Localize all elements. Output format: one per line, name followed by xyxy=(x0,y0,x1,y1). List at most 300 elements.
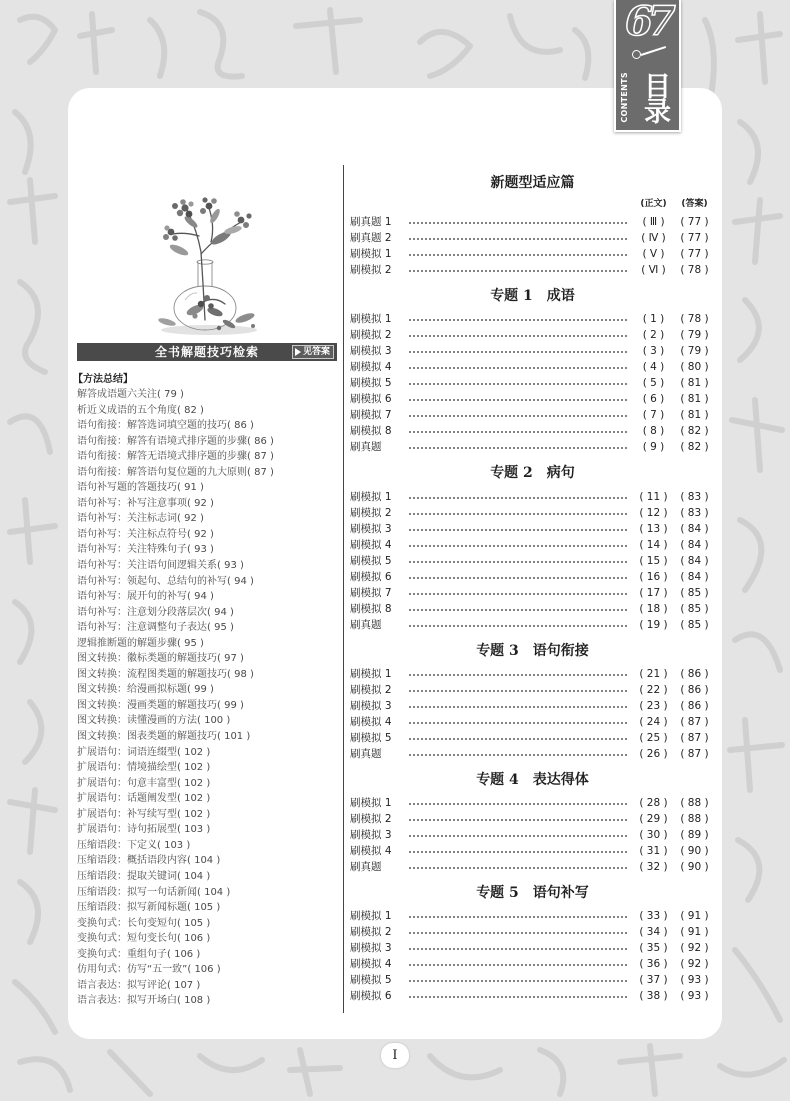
method-item: 变换句式：短句变长句( 106 ) xyxy=(77,933,211,945)
text-page-number: ( 7 ) xyxy=(642,409,665,422)
method-item: 图文转换：流程图类题的解题技巧( 98 ) xyxy=(77,668,254,680)
contents-label: CONTENTS xyxy=(620,72,629,123)
toc-section xyxy=(350,883,715,1004)
dot-leader xyxy=(408,972,629,988)
text-page-number: ( 35 ) xyxy=(639,942,668,955)
method-item: 语言表达：拟写开场白( 108 ) xyxy=(77,995,211,1007)
method-item: 语句补写：关注语句间逻辑关系( 93 ) xyxy=(77,560,244,572)
text-page-number: ( 29 ) xyxy=(639,813,668,826)
text-page-number: ( 32 ) xyxy=(639,861,668,874)
page-number: I xyxy=(381,1043,409,1068)
method-item: 压缩语段：拟写一句话新闻( 104 ) xyxy=(77,886,231,898)
row-label: 刷模拟 8 xyxy=(350,425,392,438)
toc-section xyxy=(350,770,715,875)
text-page-number: ( 5 ) xyxy=(642,377,665,390)
toc-row xyxy=(350,908,715,924)
method-item: 压缩语段：下定义( 103 ) xyxy=(77,839,191,851)
method-item: 语言表达：拟写评论( 107 ) xyxy=(77,979,201,991)
text-page-number: ( 8 ) xyxy=(642,425,665,438)
toc-row xyxy=(350,698,715,714)
dot-leader xyxy=(408,569,629,585)
calligraphy-stroke xyxy=(80,14,112,72)
method-item: 语句补写：展开句的补写( 94 ) xyxy=(77,591,214,603)
toc-row xyxy=(350,505,715,521)
dot-leader xyxy=(408,714,629,730)
method-item: 压缩语段：提取关键词( 104 ) xyxy=(77,870,211,882)
method-item: 析近义成语的五个角度( 82 ) xyxy=(77,404,204,416)
dot-leader xyxy=(408,359,629,375)
answer-page-number: ( 77 ) xyxy=(680,216,709,228)
calligraphy-stroke xyxy=(735,634,780,670)
row-label: 刷模拟 3 xyxy=(350,345,392,358)
calligraphy-stroke xyxy=(110,1052,150,1094)
dot-leader xyxy=(408,682,629,698)
row-label: 刷真题 xyxy=(350,747,382,760)
toc-section xyxy=(350,173,715,278)
toc-row xyxy=(350,956,715,972)
method-item: 语句补写：关注标志词( 92 ) xyxy=(77,513,204,525)
row-label: 刷模拟 3 xyxy=(350,522,392,535)
berry-branch-vase-icon xyxy=(145,192,275,337)
toc-row xyxy=(350,311,715,327)
toc-row xyxy=(350,827,715,843)
dot-leader xyxy=(408,988,629,1004)
calligraphy-stroke xyxy=(20,882,38,942)
toc-row xyxy=(350,489,715,505)
toc-row xyxy=(350,795,715,811)
toc-row xyxy=(350,553,715,569)
answer-page-number: ( 93 ) xyxy=(680,974,709,987)
method-item: 逻辑推断题的解题步骤( 95 ) xyxy=(77,637,204,649)
toc-row xyxy=(350,375,715,391)
section-heading: 新题型适应篇 xyxy=(490,175,575,191)
dot-leader xyxy=(408,423,629,439)
answer-page-number: ( 91 ) xyxy=(680,926,709,939)
dot-leader xyxy=(408,843,629,859)
calligraphy-stroke xyxy=(738,14,780,82)
text-column-header: (正文) xyxy=(640,199,667,209)
text-page-number: ( 23 ) xyxy=(639,699,668,712)
dot-leader xyxy=(408,601,629,617)
answer-page-number: ( 86 ) xyxy=(680,683,709,696)
calligraphy-stroke xyxy=(10,790,55,852)
calligraphy-stroke xyxy=(15,982,55,1032)
text-page-number: ( Ⅳ ) xyxy=(641,232,666,244)
answer-page-number: ( 85 ) xyxy=(680,602,709,615)
text-page-number: ( 30 ) xyxy=(639,829,668,842)
dot-leader xyxy=(408,262,629,278)
toc-row xyxy=(350,730,715,746)
calligraphy-stroke xyxy=(732,400,782,470)
answer-page-number: ( 89 ) xyxy=(680,829,709,842)
toc-row xyxy=(350,439,715,455)
method-item: 语句补写：关注特殊句子( 93 ) xyxy=(77,544,214,556)
text-page-number: ( 38 ) xyxy=(639,990,668,1003)
leaves xyxy=(158,208,256,330)
calligraphy-stroke xyxy=(575,30,588,78)
method-item: 变换句式：长句变短句( 105 ) xyxy=(77,917,211,929)
toc-row xyxy=(350,359,715,375)
dot-leader xyxy=(408,940,629,956)
logo-mark: 67 xyxy=(625,0,671,45)
technique-index-banner xyxy=(77,343,337,361)
method-item: 压缩语段：拟写新闻标题( 105 ) xyxy=(77,902,221,914)
calligraphy-stroke xyxy=(15,112,31,172)
dot-leader xyxy=(408,391,629,407)
calligraphy-stroke xyxy=(290,1050,340,1094)
method-item: 图文转换：图表类题的解题技巧( 101 ) xyxy=(77,731,251,743)
dot-leader xyxy=(408,407,629,423)
text-page-number: ( 25 ) xyxy=(639,731,668,744)
toc-row xyxy=(350,746,715,762)
toc-row xyxy=(350,246,715,262)
text-page-number: ( 14 ) xyxy=(639,538,668,551)
row-label: 刷模拟 2 xyxy=(350,813,392,826)
toc-row xyxy=(350,214,715,230)
row-label: 刷模拟 6 xyxy=(350,393,392,406)
answer-page-number: ( 77 ) xyxy=(680,248,709,260)
dot-leader xyxy=(408,908,629,924)
text-page-number: ( 24 ) xyxy=(639,715,668,728)
method-item: 扩展语句：情境描绘型( 102 ) xyxy=(77,762,211,774)
logo-ornament-line xyxy=(641,46,666,55)
method-item: 语句衔接：解答无语境式排序题的步骤( 87 ) xyxy=(77,451,274,463)
calligraphy-stroke xyxy=(540,1050,563,1094)
toc-row xyxy=(350,407,715,423)
answer-page-number: ( 79 ) xyxy=(680,345,709,358)
answer-page-number: ( 85 ) xyxy=(680,618,709,631)
section-heading: 专题 3 语句衔接 xyxy=(476,642,589,659)
row-label: 刷模拟 7 xyxy=(350,409,392,422)
answer-page-number: ( 81 ) xyxy=(680,393,709,406)
row-label: 刷模拟 5 xyxy=(350,974,392,987)
row-label: 刷模拟 2 xyxy=(350,506,392,519)
answer-page-number: ( 83 ) xyxy=(680,490,709,503)
text-page-number: ( 9 ) xyxy=(642,441,665,454)
text-page-number: ( 3 ) xyxy=(642,345,665,358)
text-page-number: ( Ⅲ ) xyxy=(642,216,665,228)
dot-leader xyxy=(408,730,629,746)
row-label: 刷真题 xyxy=(350,861,382,874)
method-item: 语句衔接：解答有语境式排序题的步骤( 86 ) xyxy=(77,435,274,447)
answer-page-number: ( 78 ) xyxy=(680,264,709,276)
text-page-number: ( 13 ) xyxy=(639,522,668,535)
banner-title: 全书解题技巧检索 xyxy=(154,345,259,359)
toc-row xyxy=(350,843,715,859)
row-label: 刷模拟 1 xyxy=(350,313,392,326)
dot-leader xyxy=(408,311,629,327)
calligraphy-stroke xyxy=(620,1046,680,1094)
method-item: 语句补写：关注标点符号( 92 ) xyxy=(77,528,214,540)
row-label: 刷模拟 5 xyxy=(350,554,392,567)
text-page-number: ( 11 ) xyxy=(639,490,668,503)
calligraphy-stroke xyxy=(20,282,45,372)
method-item: 语句补写：注意划分段落层次( 94 ) xyxy=(77,606,234,618)
text-page-number: ( 18 ) xyxy=(639,602,668,615)
calligraphy-stroke xyxy=(735,200,780,262)
row-label: 刷模拟 1 xyxy=(350,490,392,503)
calligraphy-stroke xyxy=(420,32,470,76)
toc-row xyxy=(350,327,715,343)
toc-row xyxy=(350,666,715,682)
dot-leader xyxy=(408,489,629,505)
method-item: 仿用句式：仿写“五一致”( 106 ) xyxy=(77,964,221,976)
column-headers xyxy=(350,197,715,211)
answer-page-number: ( 83 ) xyxy=(680,506,709,519)
dot-leader xyxy=(408,505,629,521)
dot-leader xyxy=(408,246,629,262)
toc-row xyxy=(350,521,715,537)
dot-leader xyxy=(408,553,629,569)
row-label: 刷模拟 8 xyxy=(350,602,392,615)
calligraphy-stroke xyxy=(10,416,50,452)
calligraphy-stroke xyxy=(200,12,242,77)
dot-leader xyxy=(408,343,629,359)
row-label: 刷模拟 3 xyxy=(350,829,392,842)
row-label: 刷模拟 4 xyxy=(350,845,392,858)
contents-corner-tab xyxy=(614,0,681,132)
calligraphy-stroke xyxy=(10,180,55,242)
calligraphy-stroke xyxy=(150,20,164,76)
calligraphy-stroke xyxy=(15,602,31,662)
answer-page-number: ( 90 ) xyxy=(680,845,709,858)
toc-row xyxy=(350,940,715,956)
text-page-number: ( 16 ) xyxy=(639,570,668,583)
method-item: 解答成语题六关注( 79 ) xyxy=(77,389,184,400)
row-label: 刷模拟 2 xyxy=(350,329,392,342)
answer-page-number: ( 84 ) xyxy=(680,538,709,551)
text-page-number: ( Ⅵ ) xyxy=(641,264,666,276)
contents-title: 目录 xyxy=(639,72,670,122)
logo-ornament xyxy=(632,50,641,59)
answer-page-number: ( 88 ) xyxy=(680,797,709,810)
toc-row xyxy=(350,924,715,940)
answer-page-number: ( 84 ) xyxy=(680,570,709,583)
table-of-contents xyxy=(350,173,715,1004)
method-summary-label: 【方法总结】 xyxy=(73,374,133,385)
row-label: 刷模拟 4 xyxy=(350,361,392,374)
see-answers-badge xyxy=(292,345,334,359)
section-heading: 专题 2 病句 xyxy=(490,465,575,482)
answer-page-number: ( 86 ) xyxy=(680,667,709,680)
calligraphy-stroke xyxy=(510,16,560,52)
dot-leader xyxy=(408,827,629,843)
answer-page-number: ( 79 ) xyxy=(680,329,709,342)
answer-page-number: ( 87 ) xyxy=(680,747,709,760)
dot-leader xyxy=(408,698,629,714)
row-label: 刷真题 xyxy=(350,618,382,631)
row-label: 刷模拟 6 xyxy=(350,570,392,583)
calligraphy-stroke xyxy=(25,702,41,762)
answer-page-number: ( 93 ) xyxy=(680,990,709,1003)
method-item: 扩展语句：词语连缀型( 102 ) xyxy=(77,746,211,758)
dot-leader xyxy=(408,230,629,246)
method-item: 语句补写题的答题技巧( 91 ) xyxy=(77,482,204,494)
calligraphy-stroke xyxy=(730,720,782,790)
calligraphy-stroke xyxy=(740,300,759,360)
dot-leader xyxy=(408,956,629,972)
text-page-number: ( 22 ) xyxy=(639,683,668,696)
toc-row xyxy=(350,423,715,439)
row-label: 刷模拟 5 xyxy=(350,731,392,744)
answer-page-number: ( 87 ) xyxy=(680,715,709,728)
text-page-number: ( 6 ) xyxy=(642,393,665,406)
row-label: 刷模拟 1 xyxy=(350,797,392,810)
method-item: 扩展语句：诗句拓展型( 103 ) xyxy=(77,824,211,836)
dot-leader xyxy=(408,537,629,553)
row-label: 刷模拟 1 xyxy=(350,667,392,680)
method-item: 图文转换：徽标类题的解题技巧( 97 ) xyxy=(77,653,244,665)
answer-page-number: ( 86 ) xyxy=(680,699,709,712)
answer-page-number: ( 81 ) xyxy=(680,377,709,390)
text-page-number: ( 37 ) xyxy=(639,974,668,987)
calligraphy-stroke xyxy=(20,1059,70,1090)
toc-section xyxy=(350,641,715,762)
answer-page-number: ( 78 ) xyxy=(680,313,709,326)
section-heading: 专题 5 语句补写 xyxy=(476,885,589,902)
method-item: 语句补写：补写注意事项( 92 ) xyxy=(77,497,214,509)
answer-page-number: ( 87 ) xyxy=(680,731,709,744)
play-arrow-icon xyxy=(295,348,301,356)
dot-leader xyxy=(408,811,629,827)
row-label: 刷模拟 1 xyxy=(350,910,392,923)
row-label: 刷真题 1 xyxy=(350,216,392,228)
text-page-number: ( 2 ) xyxy=(642,329,665,342)
method-item: 扩展语句：句意丰富型( 102 ) xyxy=(77,777,211,789)
method-item: 图文转换：漫画类题的解题技巧( 99 ) xyxy=(77,699,244,711)
row-label: 刷模拟 5 xyxy=(350,377,392,390)
toc-row xyxy=(350,585,715,601)
method-item: 语句补写：领起句、总结句的补写( 94 ) xyxy=(77,575,254,587)
row-label: 刷模拟 6 xyxy=(350,990,392,1003)
text-page-number: ( 33 ) xyxy=(639,910,668,923)
toc-row xyxy=(350,714,715,730)
dot-leader xyxy=(408,375,629,391)
calligraphy-stroke xyxy=(430,1056,500,1077)
text-page-number: ( Ⅴ ) xyxy=(642,248,665,260)
row-label: 刷真题 2 xyxy=(350,232,392,244)
text-page-number: ( 4 ) xyxy=(642,361,665,374)
toc-row xyxy=(350,617,715,633)
calligraphy-stroke xyxy=(296,10,360,72)
text-page-number: ( 15 ) xyxy=(639,554,668,567)
text-page-number: ( 1 ) xyxy=(642,313,665,326)
text-page-number: ( 21 ) xyxy=(639,667,668,680)
calligraphy-stroke xyxy=(740,122,758,182)
calligraphy-stroke xyxy=(735,950,780,1020)
row-label: 刷模拟 3 xyxy=(350,942,392,955)
row-label: 刷模拟 1 xyxy=(350,248,392,260)
dot-leader xyxy=(408,521,629,537)
toc-row xyxy=(350,262,715,278)
answer-page-number: ( 80 ) xyxy=(680,361,709,374)
toc-row xyxy=(350,972,715,988)
toc-row xyxy=(350,859,715,875)
dot-leader xyxy=(408,795,629,811)
method-list xyxy=(77,387,335,1009)
row-label: 刷真题 xyxy=(350,441,382,454)
text-page-number: ( 26 ) xyxy=(639,747,668,760)
text-page-number: ( 12 ) xyxy=(639,506,668,519)
method-item: 扩展语句：话题阐发型( 102 ) xyxy=(77,793,211,805)
dot-leader xyxy=(408,859,629,875)
method-item: 语句衔接：解答选词填空题的技巧( 86 ) xyxy=(77,420,254,432)
calligraphy-stroke xyxy=(720,1060,784,1075)
answer-page-number: ( 92 ) xyxy=(680,958,709,971)
toc-section xyxy=(350,286,715,455)
calligraphy-stroke xyxy=(20,17,55,62)
answer-page-number: ( 81 ) xyxy=(680,409,709,422)
dot-leader xyxy=(408,746,629,762)
dot-leader xyxy=(408,924,629,940)
dot-leader xyxy=(408,439,629,455)
calligraphy-stroke xyxy=(10,500,55,562)
text-page-number: ( 19 ) xyxy=(639,618,668,631)
row-label: 刷模拟 2 xyxy=(350,264,392,276)
answer-page-number: ( 91 ) xyxy=(680,910,709,923)
badge-label: 见答案 xyxy=(302,347,330,357)
answer-page-number: ( 82 ) xyxy=(680,425,709,438)
section-heading: 专题 4 表达得体 xyxy=(476,771,589,788)
answer-page-number: ( 84 ) xyxy=(680,554,709,567)
row-label: 刷模拟 4 xyxy=(350,538,392,551)
dot-leader xyxy=(408,666,629,682)
row-label: 刷模拟 2 xyxy=(350,683,392,696)
toc-row xyxy=(350,988,715,1004)
method-item: 变换句式：重组句子( 106 ) xyxy=(77,948,201,960)
text-page-number: ( 17 ) xyxy=(639,586,668,599)
answer-page-number: ( 84 ) xyxy=(680,522,709,535)
text-page-number: ( 36 ) xyxy=(639,958,668,971)
toc-row xyxy=(350,391,715,407)
answer-page-number: ( 82 ) xyxy=(680,441,709,454)
toc-section xyxy=(350,463,715,632)
toc-row xyxy=(350,343,715,359)
column-divider xyxy=(343,165,344,1013)
toc-row xyxy=(350,230,715,246)
calligraphy-stroke xyxy=(200,1056,262,1070)
method-item: 扩展语句：补写续写型( 102 ) xyxy=(77,808,211,820)
toc-row xyxy=(350,682,715,698)
row-label: 刷模拟 3 xyxy=(350,699,392,712)
toc-row xyxy=(350,537,715,553)
calligraphy-stroke xyxy=(738,840,759,900)
answer-page-number: ( 77 ) xyxy=(680,232,709,244)
calligraphy-stroke xyxy=(740,520,761,590)
dot-leader xyxy=(408,617,629,633)
row-label: 刷模拟 7 xyxy=(350,586,392,599)
row-label: 刷模拟 4 xyxy=(350,958,392,971)
text-page-number: ( 34 ) xyxy=(639,926,668,939)
text-page-number: ( 31 ) xyxy=(639,845,668,858)
dot-leader xyxy=(408,327,629,343)
section-heading: 专题 1 成语 xyxy=(490,288,575,304)
answer-page-number: ( 92 ) xyxy=(680,942,709,955)
dot-leader xyxy=(408,214,629,230)
row-label: 刷模拟 2 xyxy=(350,926,392,939)
answer-column-header: (答案) xyxy=(681,199,708,209)
toc-row xyxy=(350,811,715,827)
method-item: 图文转换：读懂漫画的方法( 100 ) xyxy=(77,715,231,727)
answer-page-number: ( 90 ) xyxy=(680,861,709,874)
dot-leader xyxy=(408,585,629,601)
text-page-number: ( 28 ) xyxy=(639,797,668,810)
answer-page-number: ( 88 ) xyxy=(680,813,709,826)
row-label: 刷模拟 4 xyxy=(350,715,392,728)
method-item: 压缩语段：概括语段内容( 104 ) xyxy=(77,855,221,867)
method-item: 图文转换：给漫画拟标题( 99 ) xyxy=(77,684,214,696)
method-item: 语句补写：注意调整句子表达( 95 ) xyxy=(77,622,234,634)
